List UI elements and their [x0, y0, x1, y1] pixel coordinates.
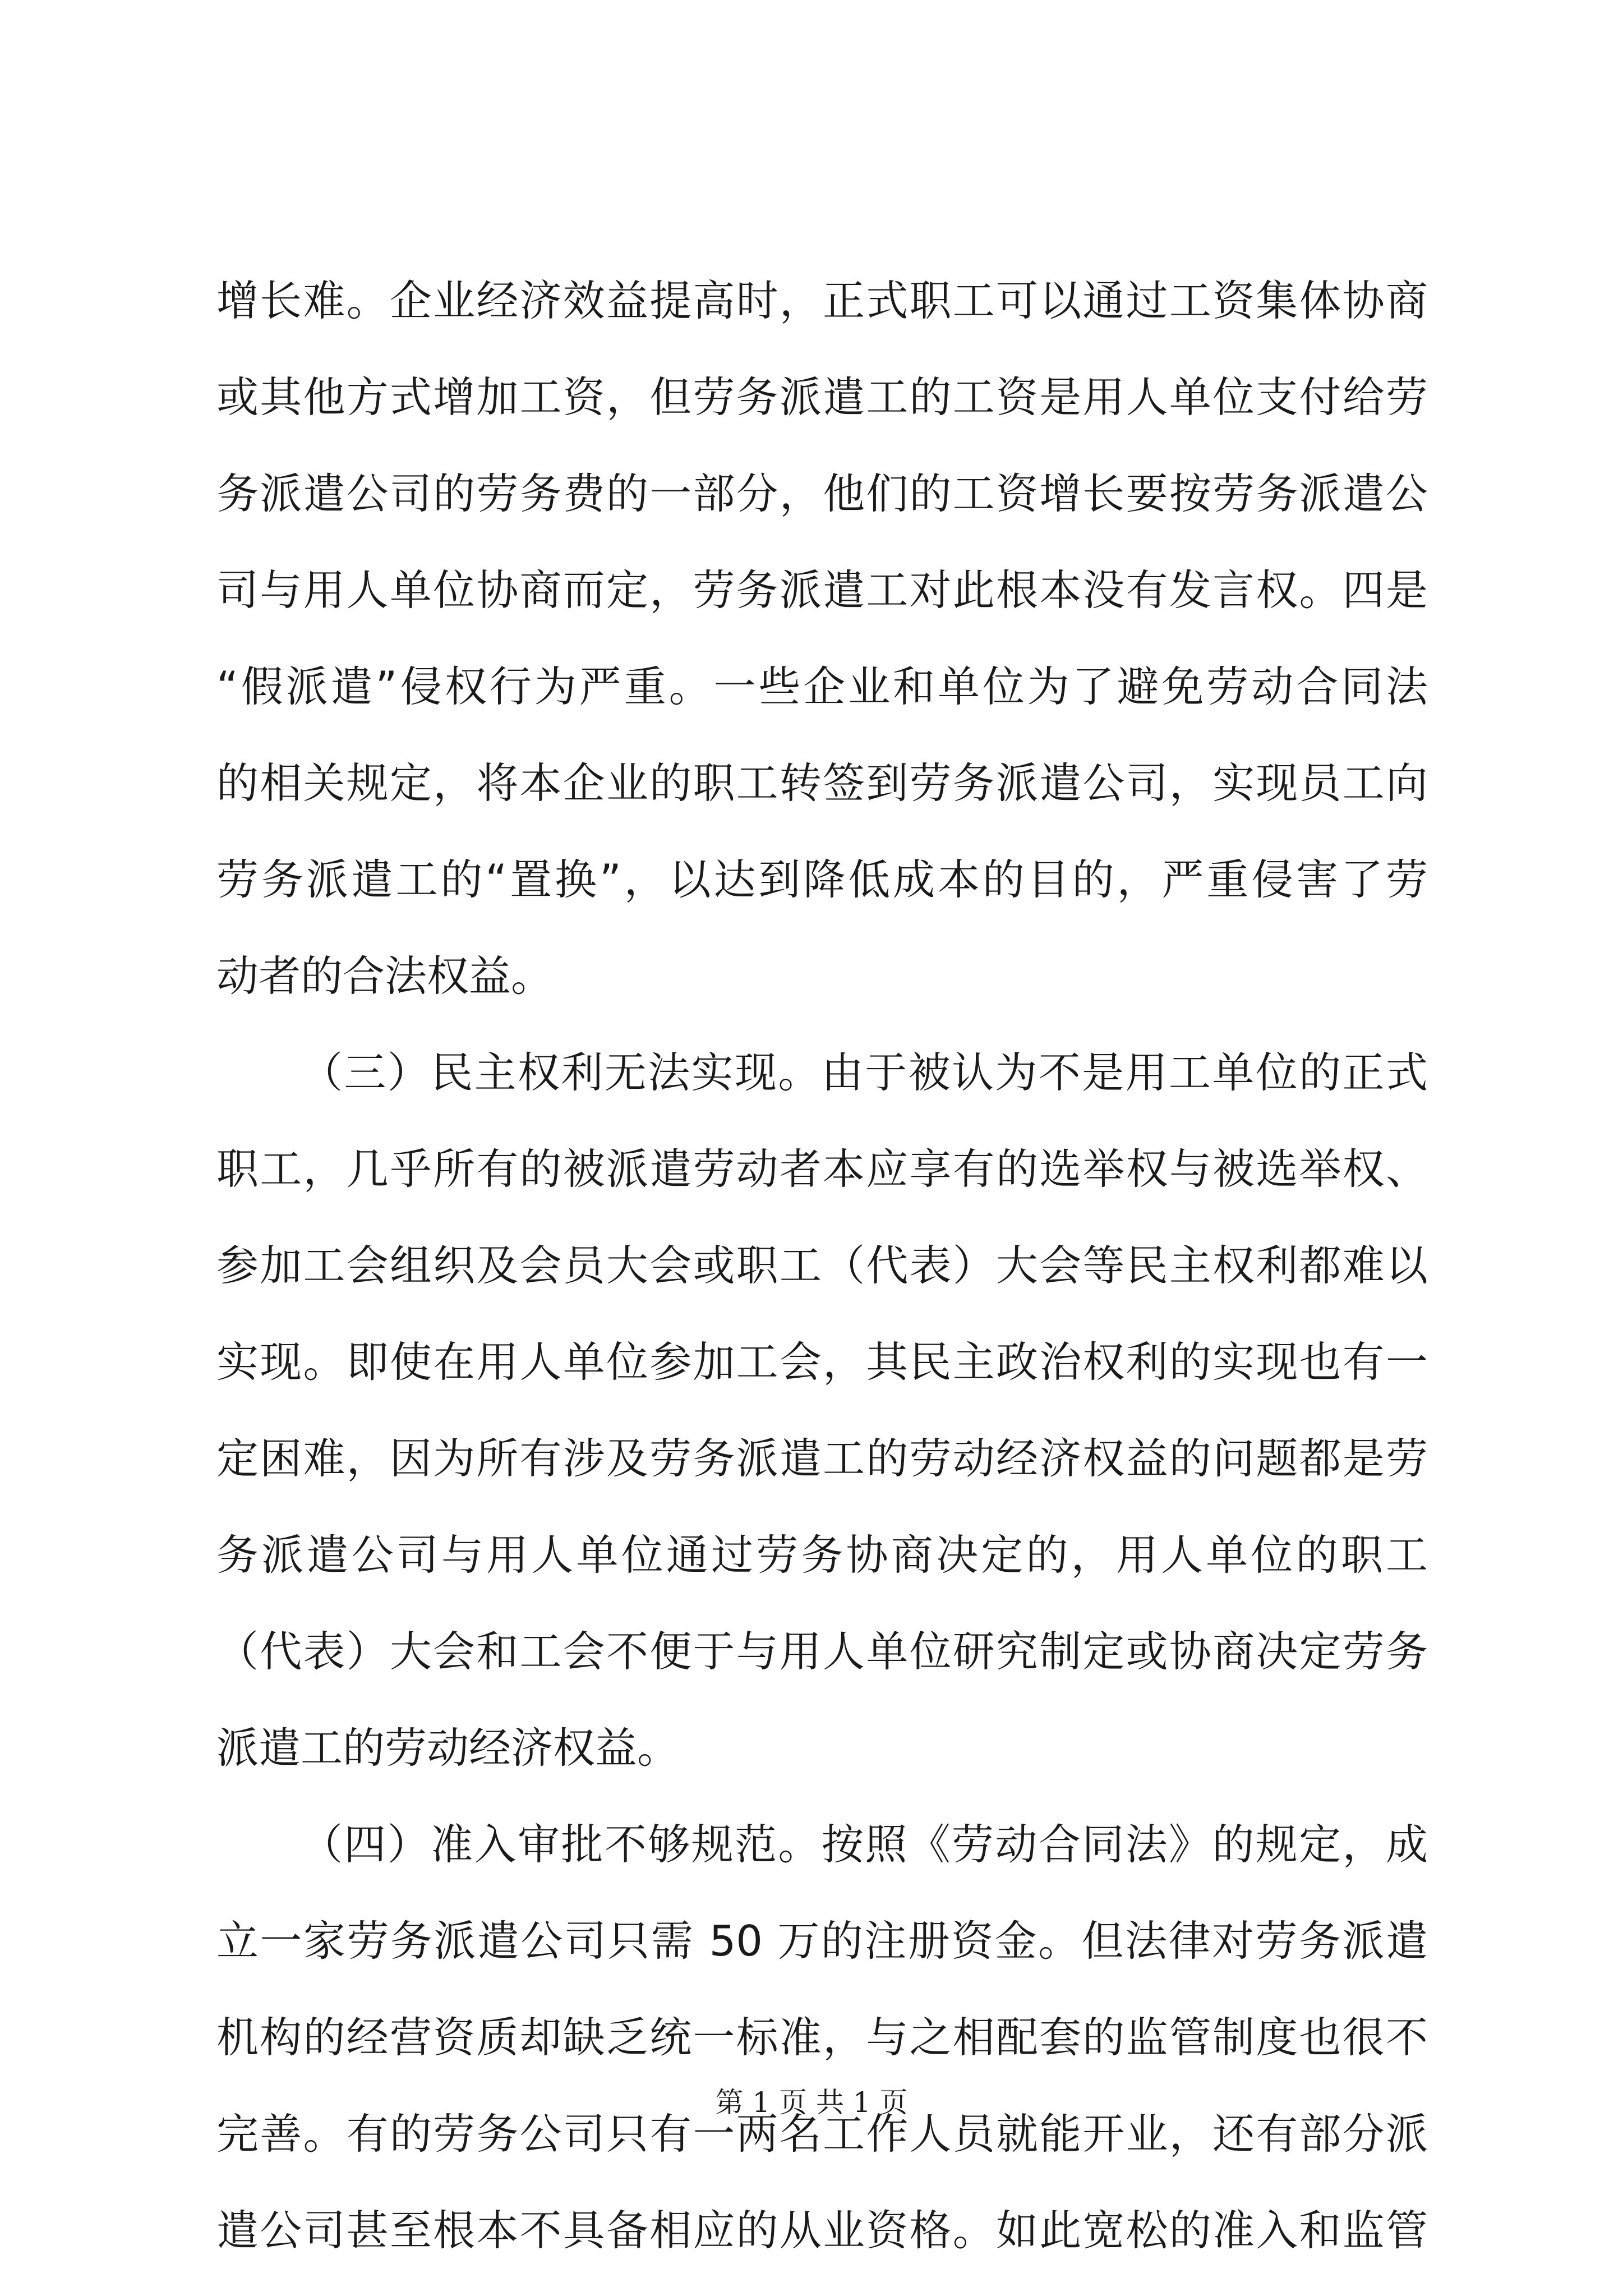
text-line: 遣公司甚至根本不具备相应的从业资格。如此宽松的准入和监管: [216, 2206, 1428, 2255]
text-line: 立一家劳务派遣公司只需 50 万的注册资金。但法律对劳务派遣: [216, 1916, 1428, 1966]
text-line: 司与用人单位协商而定，劳务派遣工对此根本没有发言权。四是: [216, 565, 1428, 615]
page-footer: 第 1 页 共 1 页: [715, 2086, 908, 2119]
text-line: 务派遣公司与用人单位通过劳务协商决定的，用人单位的职工: [216, 1530, 1428, 1580]
text-line: 或其他方式增加工资，但劳务派遣工的工资是用人单位支付给劳: [216, 372, 1428, 422]
text-line: 务派遣公司的劳务费的一部分，他们的工资增长要按劳务派遣公: [216, 469, 1428, 518]
text-line: （代表）大会和工会不便于与用人单位研究制定或协商决定劳务: [216, 1627, 1428, 1676]
text-line: 派遣工的劳动经济权益。: [216, 1723, 680, 1773]
text-line: 的相关规定，将本企业的职工转签到劳务派遣公司，实现员工向: [216, 758, 1428, 808]
text-line: 职工，几乎所有的被派遣劳动者本应享有的选举权与被选举权、: [216, 1144, 1428, 1194]
text-line: 增长难。企业经济效益提高时，正式职工可以通过工资集体协商: [216, 276, 1428, 325]
text-line: （四）准入审批不够规范。按照《劳动合同法》的规定，成: [301, 1820, 1428, 1869]
text-line: “假派遣”侵权行为严重。一些企业和单位为了避免劳动合同法: [216, 662, 1428, 711]
text-line: 完善。有的劳务公司只有一两名工作人员就能开业，还有部分派: [216, 2109, 1428, 2159]
text-line: 动者的合法权益。: [216, 951, 554, 1001]
text-line: 参加工会组织及会员大会或职工（代表）大会等民主权利都难以: [216, 1241, 1428, 1290]
text-line: 劳务派遣工的“置换”，以达到降低成本的目的，严重侵害了劳: [216, 855, 1428, 904]
text-line: 定困难，因为所有涉及劳务派遣工的劳动经济权益的问题都是劳: [216, 1434, 1428, 1483]
document-body: [216, 252, 1428, 2279]
text-line: 机构的经营资质却缺乏统一标准，与之相配套的监管制度也很不: [216, 2013, 1428, 2062]
text-line: 实现。即使在用人单位参加工会，其民主政治权利的实现也有一: [216, 1337, 1428, 1387]
text-line: （三）民主权利无法实现。由于被认为不是用工单位的正式: [301, 1048, 1428, 1097]
